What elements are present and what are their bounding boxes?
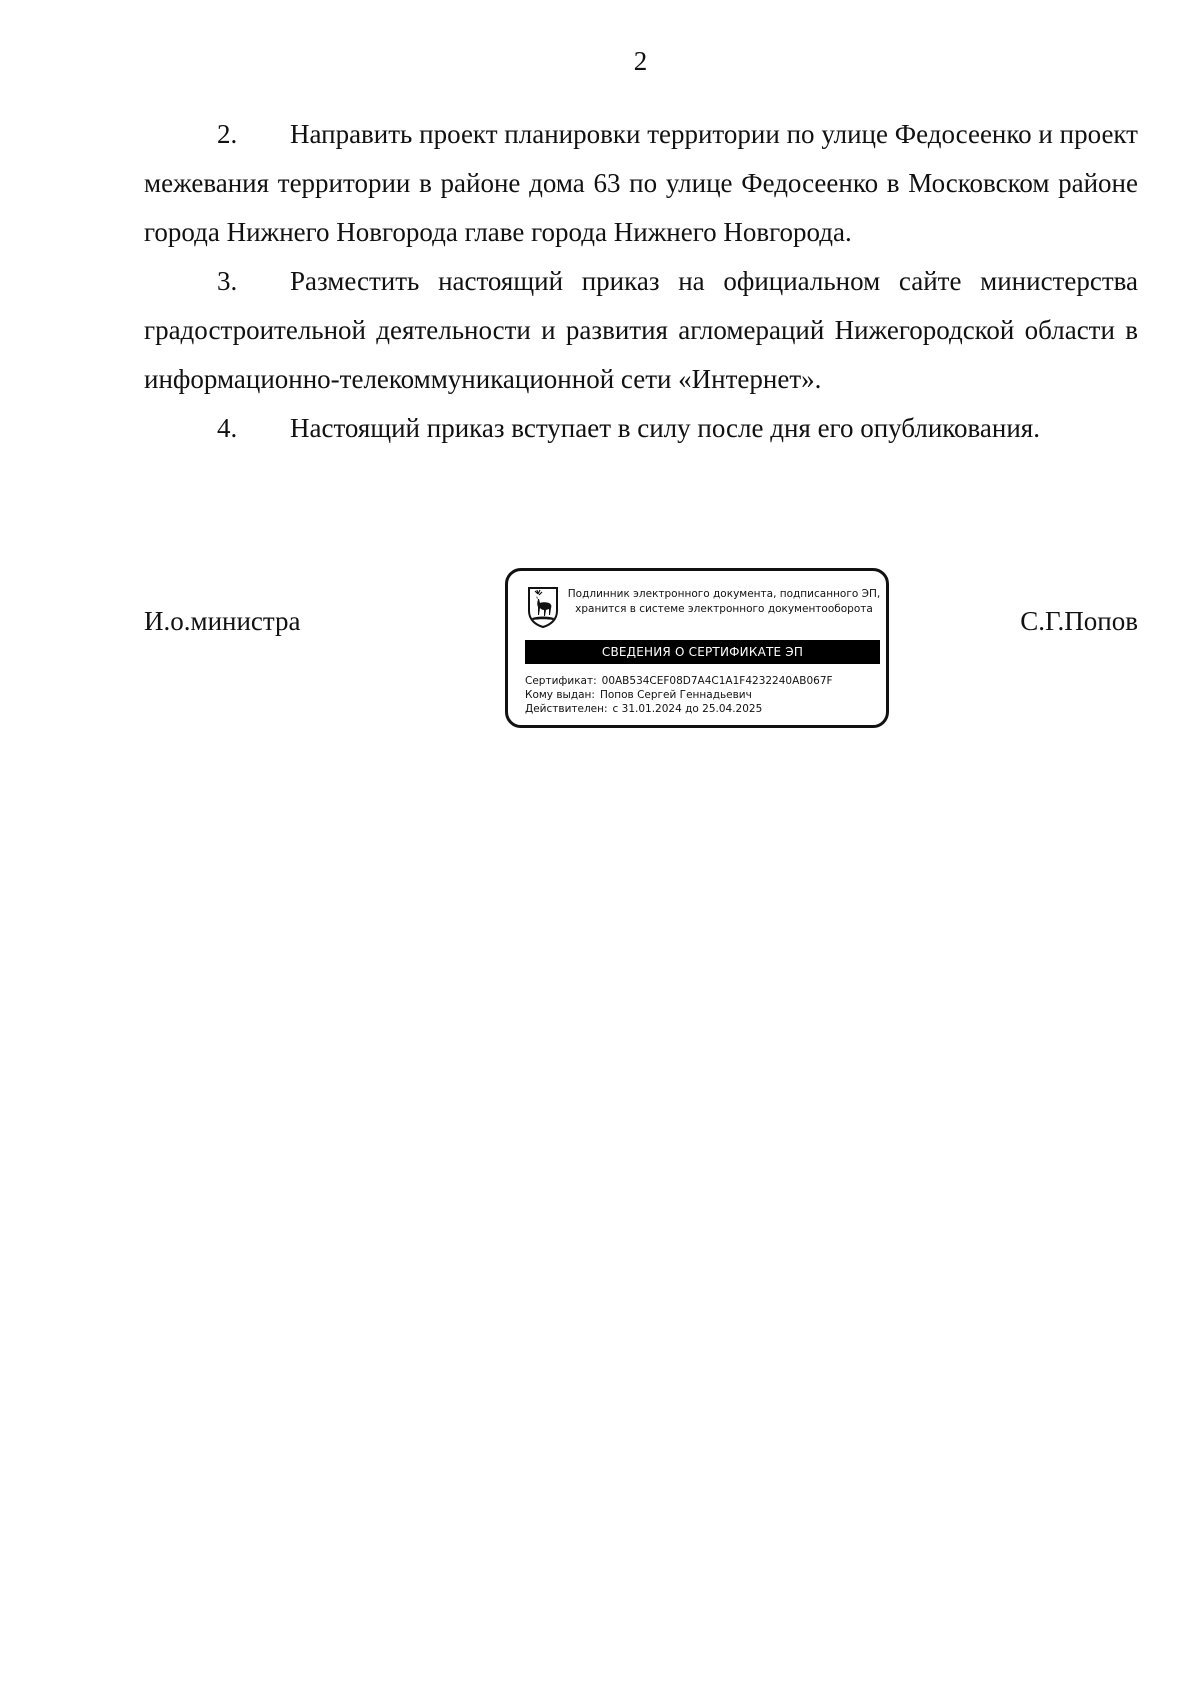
certificate-value: 00AB534CEF08D7A4C1A1F4232240AB067F	[601, 675, 833, 687]
stamp-certificate-banner: СВЕДЕНИЯ О СЕРТИФИКАТЕ ЭП	[525, 640, 880, 664]
issued-to-value: Попов Сергей Геннадьевич	[599, 689, 752, 701]
clause-text: Настоящий приказ вступает в силу после дня его опубликования.	[290, 413, 1040, 443]
stamp-original-notice	[564, 587, 884, 617]
clause-text: Направить проект планировки территории по улице Федосеенко и проект межевания территории в районе дома 63 по улице Федосеенко в Московском районе города Нижнего Новгорода главе города Нижнего Новгорода.	[144, 119, 1138, 247]
certificate-label: Сертификат:	[525, 675, 597, 687]
issued-to-label: Кому выдан:	[525, 689, 595, 701]
valid-label: Действителен:	[525, 703, 608, 715]
stamp-original-line-2: хранится в системе электронного документооборота	[575, 603, 873, 615]
clause-text: Разместить настоящий приказ на официальном сайте министерства градостроительной деятельности и развития агломераций Нижегородской области в информационно-телекоммуникационной сети «Интернет».	[144, 266, 1138, 394]
stamp-original-line-1: Подлинник электронного документа, подписанного ЭП,	[567, 588, 881, 600]
stamp-certificate-row	[525, 674, 880, 688]
clause-number: 4.	[217, 413, 238, 443]
page-number: 2	[633, 46, 648, 76]
order-clauses	[144, 110, 1138, 453]
signatory-title: И.о.министра	[144, 606, 301, 636]
signatory-name: С.Г.Попов	[1020, 606, 1138, 636]
deer-coat-of-arms-icon	[526, 585, 560, 629]
clause-4	[144, 404, 1138, 453]
stamp-valid-row	[525, 702, 880, 716]
stamp-issued-to-row	[525, 688, 880, 702]
electronic-signature-stamp	[505, 568, 889, 728]
clause-2	[144, 110, 1138, 257]
valid-value: с 31.01.2024 до 25.04.2025	[612, 703, 763, 715]
clause-number: 2.	[217, 119, 238, 149]
stamp-certificate-details	[525, 674, 880, 716]
clause-number: 3.	[217, 266, 238, 296]
clause-3	[144, 257, 1138, 404]
